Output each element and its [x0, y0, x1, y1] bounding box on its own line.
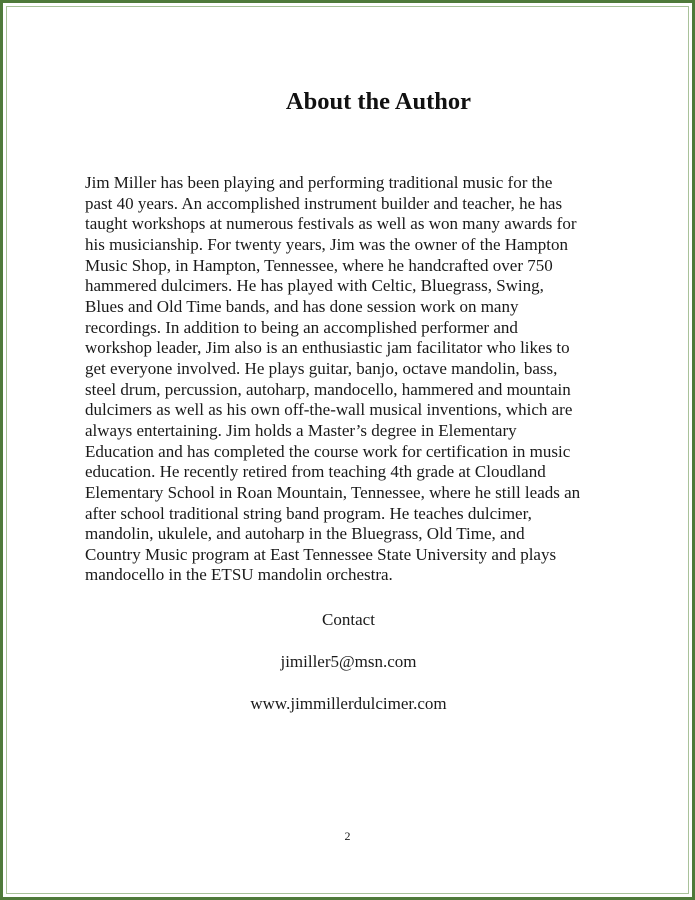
bio-line: Country Music program at East Tennessee State University and plays	[85, 544, 557, 564]
bio-line: get everyone involved. He plays guitar, banjo, octave mandolin, bass,	[85, 358, 558, 378]
contact-email: jimiller5@msn.com	[280, 652, 417, 671]
bio-line: past 40 years. An accomplished instrument builder and teacher, he has	[85, 193, 563, 213]
bio-line: Blues and Old Time bands, and has done session work on many	[85, 296, 519, 316]
contact-website: www.jimmillerdulcimer.com	[250, 694, 447, 713]
bio-line: dulcimers as well as his own off-the-wall musical inventions, which are	[85, 400, 573, 420]
bio-line: Elementary School in Roan Mountain, Tennessee, where he still leads an	[85, 482, 581, 502]
page-title: About the Author	[285, 88, 472, 115]
bio-line: hammered dulcimers. He has played with Celtic, Bluegrass, Swing,	[85, 276, 544, 296]
bio-line: mandolin, ukulele, and autoharp in the Bluegrass, Old Time, and	[85, 524, 525, 544]
bio-line: workshop leader, Jim also is an enthusiastic jam facilitator who likes to	[85, 338, 570, 358]
bio-line: Jim Miller has been playing and performing traditional music for the	[85, 173, 553, 192]
bio-line: always entertaining. Jim holds a Master’s degree in Elementary	[85, 420, 517, 440]
author-bio	[85, 173, 623, 586]
bio-line: his musicianship. For twenty years, Jim was the owner of the Hampton	[85, 234, 569, 254]
bio-line: education. He recently retired from teaching 4th grade at Cloudland	[85, 462, 546, 482]
contact-heading: Contact	[322, 610, 375, 629]
bio-line: Education and has completed the course work for certification in music	[85, 441, 571, 461]
bio-line: Music Shop, in Hampton, Tennessee, where he handcrafted over 750	[85, 255, 553, 275]
bio-line: taught workshops at numerous festivals as well as won many awards for	[85, 214, 577, 234]
bio-line: recordings. In addition to being an accomplished performer and	[85, 317, 518, 337]
page-number: 2	[344, 829, 351, 843]
bio-line: mandocello in the ETSU mandolin orchestra.	[85, 565, 393, 585]
bio-line: steel drum, percussion, autoharp, mandocello, hammered and mountain	[85, 379, 571, 399]
bio-line: after school traditional string band program. He teaches dulcimer,	[85, 503, 532, 523]
